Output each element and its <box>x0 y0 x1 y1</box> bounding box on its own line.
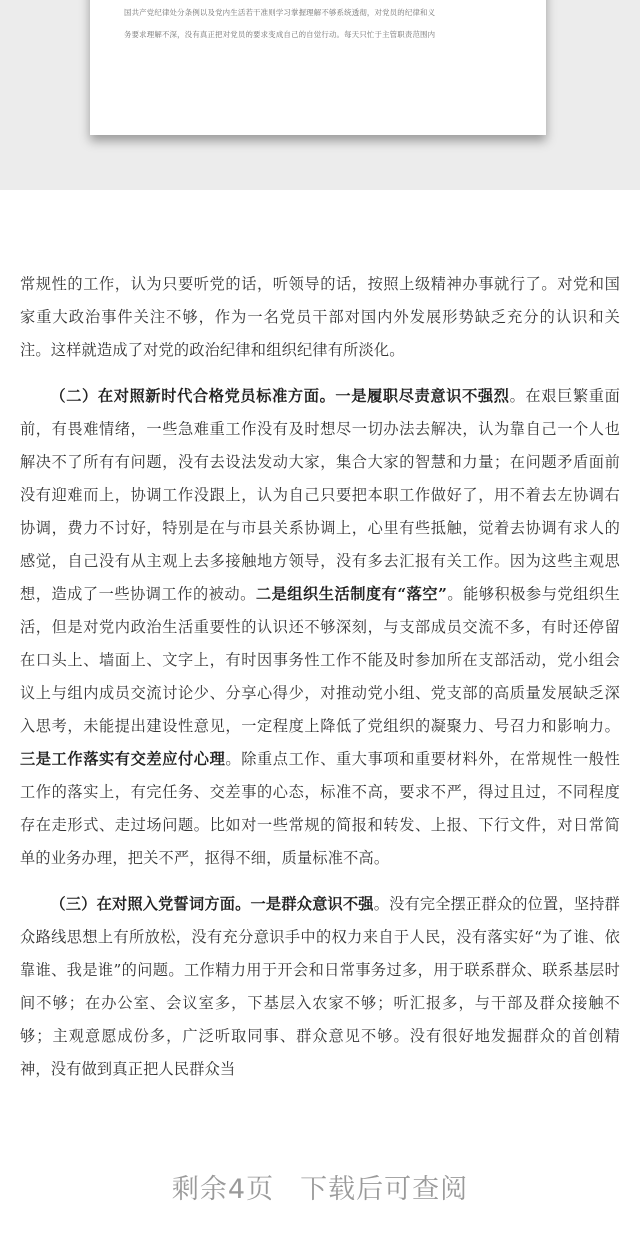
paragraph-text: 。除重点工作、重大事项和重要材料外，在常规性一般性工作的落实上，有完任务、交差事的心态，标准不高，要求不严，得过且过，不同程度存在走形式、走过场问题。比如对一些常规的简报和转发、上报、下行文件，对日常简单的业务办理，把关不严，抠得不细，质量标准不高。 <box>20 750 620 867</box>
point-heading: 三是工作落实有交差应付心理 <box>20 750 226 768</box>
paragraph-text: 。能够积极参与党组织生活，但是对党内政治生活重要性的认识还不够深刻，与支部成员交流不多，有时还停留在口头上、墙面上、文字上，有时因事务性工作不能及时参加所在支部活动，党小组会议上与组内成员交流讨论少、分享心得少，对推动党小组、党支部的高质量发展缺乏深入思考，未能提出建设性意见，一定程度上降低了党组织的凝聚力、号召力和影响力。 <box>20 585 620 735</box>
paragraph-text: 。没有完全摆正群众的位置，坚持群众路线思想上有所放松，没有充分意识手中的权力来自于人民，没有落实好“为了谁、依靠谁、我是谁”的问题。工作精力用于开会和日常事务过多，用于联系群众、联系基层时间不够；在办公室、会议室多，下基层入农家不够；听汇报多，与干部及群众接触不够；主观意愿成份多，广泛听取同事、群众意见不够。没有很好地发掘群众的首创精神，没有做到真正把人民群众当 <box>20 895 620 1078</box>
remaining-pages-label: 剩余4页 <box>171 1174 275 1205</box>
paragraph <box>20 268 620 367</box>
point-heading: 二是组织生活制度有“落空” <box>255 585 448 603</box>
paragraph-text: 常规性的工作，认为只要听党的话，听领导的话，按照上级精神办事就行了。对党和国家重大政治事件关注不够，作为一名党员干部对国内外发展形势缺乏充分的认识和关注。这样就造成了对党的政治纪律和组织纪律有所淡化。 <box>20 275 620 359</box>
paragraph <box>20 380 620 875</box>
preview-text <box>124 2 524 46</box>
preview-line: 国共产党纪律处分条例以及党内生活若干准则学习掌握理解不够系统透彻，对党员的纪律和义 <box>124 8 436 17</box>
document-body <box>20 268 620 1099</box>
section-heading: （二）在对照新时代合格党员标准方面。一是履职尽责意识不强烈 <box>50 387 510 405</box>
preview-line: 务要求理解不深，没有真正把对党员的要求变成自己的自觉行动。每天只忙于主管职责范围内 <box>124 30 436 39</box>
preview-background <box>0 0 640 190</box>
paragraph <box>20 888 620 1086</box>
download-prompt[interactable] <box>0 1165 640 1215</box>
section-heading: （三）在对照入党誓词方面。一是群众意识不强 <box>50 895 374 913</box>
paragraph-text: 。在艰巨繁重面前，有畏难情绪，一些急难重工作没有及时想尽一切办法去解决，认为靠自己一个人也解决不了所有有问题，没有去设法发动大家，集合大家的智慧和力量；在问题矛盾面前没有迎难而上，协调工作没跟上，认为自己只要把本职工作做好了，用不着去左协调右协调，费力不讨好，特别是在与市县关系协调上，心里有些抵触，觉着去协调有求人的感觉，自己没有从主观上去多接触地方领导，没有多去汇报有关工作。因为这些主观思想，造成了一些协调工作的被动。 <box>20 387 620 603</box>
previous-page-preview <box>90 0 546 135</box>
download-to-view-label[interactable]: 下载后可查阅 <box>300 1174 469 1205</box>
